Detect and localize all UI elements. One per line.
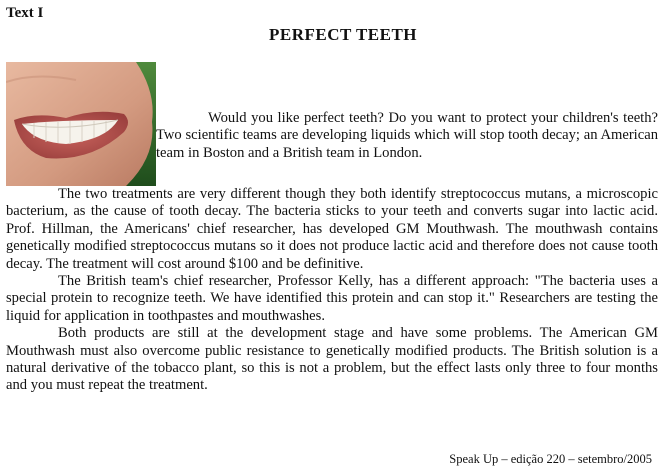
paragraph-1: Would you like perfect teeth? Do you want to protect your children's teeth? Two scientific teams are developing liquids which will stop tooth decay; an American team in Boston and a British team in London. [156, 110, 658, 161]
paragraph-3: The British team's chief researcher, Professor Kelly, has a different approach: "The bacteria uses a special protein to recognize teeth. We have identified this protein and can stop it." Researchers are testing the liquid for application in toothpastes and mouthwashes. [6, 273, 658, 324]
source-citation: Speak Up – edição 220 – setembro/2005 [449, 452, 652, 466]
smile-photo [6, 62, 156, 186]
smiling-mouth-image [6, 62, 156, 186]
article-title: PERFECT TEETH [268, 25, 418, 44]
text-label: Text I [6, 5, 44, 21]
paragraph-2: The two treatments are very different though they both identify streptococcus mutans, a microscopic bacterium, as the cause of tooth decay. The bacteria sticks to your teeth and converts sugar into lactic acid. Prof. Hillman, the Americans' chief researcher, has developed GM Mouthwash. The mouthwash contains genetically modified streptococcus mutans so it does not produce lactic acid and therefore does not cause tooth decay. The treatment will cost around $100 and be definitive. [6, 186, 658, 272]
paragraph-4: Both products are still at the development stage and have some problems. The American GM Mouthwash must also overcome public resistance to genetically modified products. The British solution is a natural derivative of the tobacco plant, so this is not a problem, but the effect lasts only three to four months and you must repeat the treatment. [6, 325, 658, 394]
article-body [6, 62, 658, 395]
